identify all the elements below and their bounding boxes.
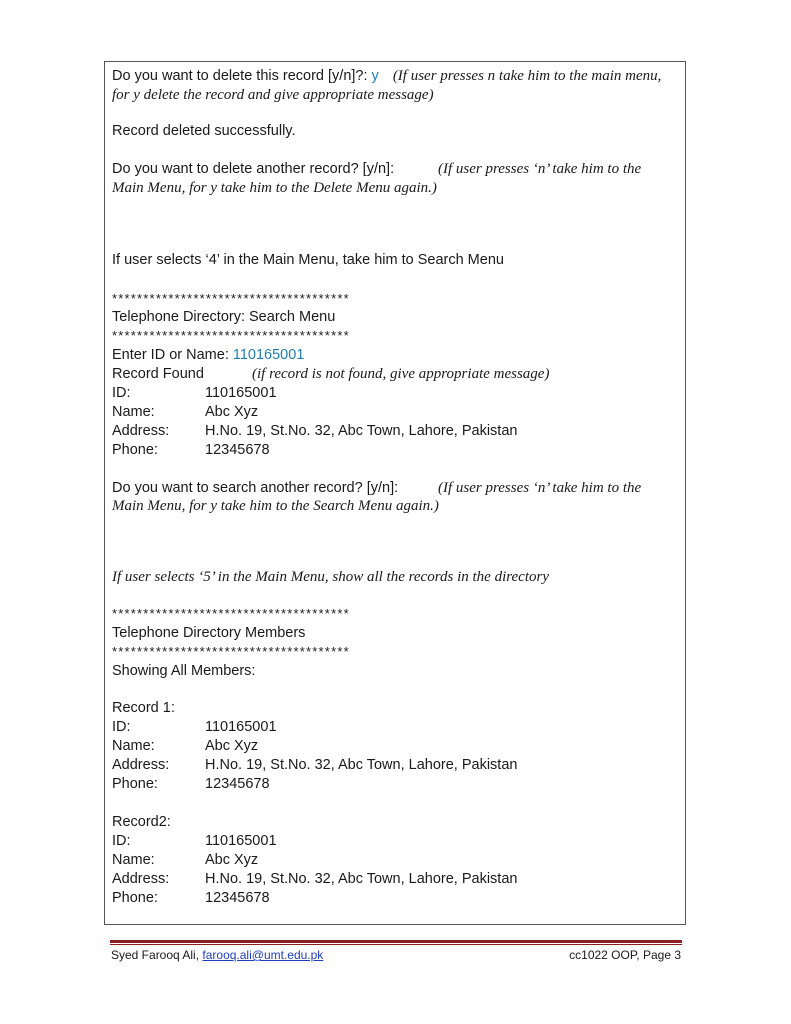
field-value: Abc Xyz bbox=[205, 852, 259, 868]
field-value: 110165001 bbox=[205, 833, 277, 849]
field-label: Phone: bbox=[112, 776, 158, 792]
delete-prompt-line bbox=[112, 67, 661, 85]
field-label: ID: bbox=[112, 385, 131, 401]
search-field-row bbox=[112, 384, 131, 402]
field-label: Address: bbox=[112, 871, 170, 887]
footer-rule-thin bbox=[110, 944, 682, 945]
showing-all-members: Showing All Members: bbox=[112, 663, 256, 679]
field-value: 110165001 bbox=[205, 385, 277, 401]
members-stars-top: ************************************** bbox=[112, 606, 350, 621]
delete-again-note-line1: (If user presses ‘n’ take him to the bbox=[438, 161, 642, 177]
search-again-prompt: Do you want to search another record? [y/n]: bbox=[112, 480, 399, 496]
members-title: Telephone Directory Members bbox=[112, 625, 306, 641]
field-label: ID: bbox=[112, 719, 131, 735]
field-label: Name: bbox=[112, 852, 155, 868]
field-label: Phone: bbox=[112, 890, 158, 906]
record-heading: Record2: bbox=[112, 814, 171, 830]
delete-prompt: Do you want to delete this record [y/n]?: bbox=[112, 68, 372, 84]
search-enter-label: Enter ID or Name: bbox=[112, 347, 233, 363]
field-label: Phone: bbox=[112, 442, 158, 458]
footer-author bbox=[111, 948, 323, 962]
field-label: Name: bbox=[112, 738, 155, 754]
field-value: 110165001 bbox=[205, 719, 277, 735]
search-again-note-line1: (If user presses ‘n’ take him to the bbox=[438, 480, 642, 496]
search-intro: If user selects ‘4’ in the Main Menu, take him to Search Menu bbox=[112, 252, 504, 268]
search-stars-bottom: ************************************** bbox=[112, 328, 350, 343]
record-heading: Record 1: bbox=[112, 700, 175, 716]
field-label: Address: bbox=[112, 423, 170, 439]
field-value: 12345678 bbox=[205, 442, 270, 458]
field-value: 12345678 bbox=[205, 890, 270, 906]
field-value: H.No. 19, St.No. 32, Abc Town, Lahore, Pakistan bbox=[205, 423, 518, 439]
members-stars-bottom: ************************************** bbox=[112, 644, 350, 659]
footer-rule-thick bbox=[110, 940, 682, 943]
delete-success-message: Record deleted successfully. bbox=[112, 123, 296, 139]
field-value: Abc Xyz bbox=[205, 404, 259, 420]
footer-course-page: cc1022 OOP, Page 3 bbox=[569, 948, 681, 962]
field-value: H.No. 19, St.No. 32, Abc Town, Lahore, Pakistan bbox=[205, 757, 518, 773]
field-label: ID: bbox=[112, 833, 131, 849]
search-stars-top: ************************************** bbox=[112, 291, 350, 306]
search-field-row bbox=[112, 441, 158, 459]
footer-author-name: Syed Farooq Ali, bbox=[111, 948, 203, 962]
search-field-row bbox=[112, 403, 155, 421]
field-label: Name: bbox=[112, 404, 155, 420]
field-value: 12345678 bbox=[205, 776, 270, 792]
field-value: Abc Xyz bbox=[205, 738, 259, 754]
search-enter-line bbox=[112, 346, 304, 364]
search-enter-value: 110165001 bbox=[232, 347, 305, 363]
delete-again-note-line2: Main Menu, for y take him to the Delete Menu again.) bbox=[112, 180, 437, 196]
field-label: Address: bbox=[112, 757, 170, 773]
search-again-note-line2: Main Menu, for y take him to the Search Menu again.) bbox=[112, 498, 439, 514]
delete-answer: y bbox=[371, 68, 379, 84]
delete-again-prompt: Do you want to delete another record? [y/n]: bbox=[112, 161, 395, 177]
delete-note-line1: (If user presses n take him to the main menu, bbox=[392, 68, 662, 84]
search-field-row bbox=[112, 422, 169, 440]
footer-email-link[interactable]: farooq.ali@umt.edu.pk bbox=[202, 948, 324, 962]
search-menu-title: Telephone Directory: Search Menu bbox=[112, 309, 336, 325]
record-found-label: Record Found bbox=[112, 366, 204, 382]
members-intro: If user selects ‘5’ in the Main Menu, show all the records in the directory bbox=[112, 569, 549, 585]
field-value: H.No. 19, St.No. 32, Abc Town, Lahore, Pakistan bbox=[205, 871, 518, 887]
delete-note-line2: for y delete the record and give appropriate message) bbox=[112, 87, 434, 103]
record-found-note: (if record is not found, give appropriate message) bbox=[252, 366, 550, 382]
